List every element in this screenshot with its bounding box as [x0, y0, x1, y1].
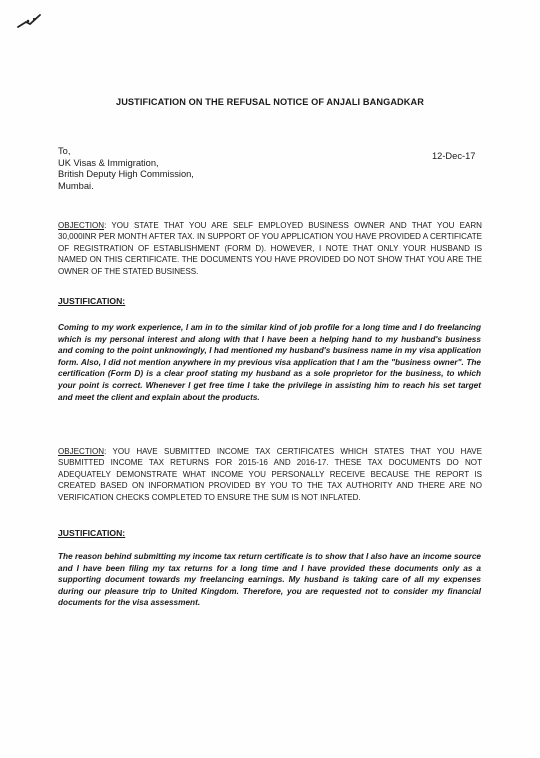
objection-text: : YOU STATE THAT YOU ARE SELF EMPLOYED BUSINESS OWNER AND THAT YOU EARN 30,000INR PER MONTH AFTER TAX. IN SUPPORT OF YOU APPLICATION YOU HAVE PROVIDED A CERTIFICATE OF REGISTRATION OF ESTABLISHMENT (FORM D). HOWEVER, I NOTE THAT ONLY YOUR HUSBAND IS NAMED ON THIS CERTIFICATE. THE DOCUMENTS YOU HAVE PROVIDED DO NOT SHOW THAT YOU ARE THE OWNER OF THE STATED BUSINESS. [58, 221, 482, 276]
objection-label: OBJECTION [58, 447, 105, 456]
justification-paragraph: The reason behind submitting my income tax return certificate is to show that I also have an income source and I have been filing my tax returns for a long time and I have provided these documents only as a supporting document towards my freelancing earnings. My husband is taking care of all my expenses during our pleasure trip to United Kingdom. Therefore, you are requested not to consider my financial documents for the visa assessment. [58, 552, 481, 608]
address-line: UK Visas & Immigration, [58, 157, 159, 168]
objection-text: : YOU HAVE SUBMITTED INCOME TAX CERTIFICATES WHICH STATES THAT YOU HAVE SUBMITTED INCOME TAX RETURNS FOR 2015-16 AND 2016-17. THESE TAX DOCUMENTS DO NOT ADEQUATELY DEMONSTRATE WHAT INCOME YOU PERSONALLY RECEIVE BECAUSE THE REPORT IS CREATED BASED ON INFORMATION PROVIDED BY YOU TO THE TAX AUTHORITY AND THERE ARE NO VERIFICATION CHECKS COMPLETED TO ENSURE THE SUM IS NOT INFLATED. [58, 447, 482, 502]
justification-heading: JUSTIFICATION: [58, 528, 126, 538]
address-line: To, [58, 146, 71, 156]
address-line: Mumbai. [58, 180, 94, 191]
document-title: JUSTIFICATION ON THE REFUSAL NOTICE OF ANJALI BANGADKAR [115, 97, 424, 107]
letter-date: 12-Dec-17 [432, 151, 476, 161]
objection-paragraph [58, 446, 482, 503]
recipient-address [58, 146, 194, 192]
objection-paragraph [58, 220, 482, 277]
handwritten-mark-icon [16, 10, 42, 30]
justification-heading: JUSTIFICATION: [58, 296, 126, 306]
justification-paragraph: Coming to my work experience, I am in to the similar kind of job profile for a long time and I do freelancing which is my personal interest and along with that I have been a helping hand to my husband's business and coming to the point unknowingly, I had mentioned my husband's business name in my visa application form. Also, I did not mention anywhere in my previous visa application that I am the "business owner". The certification (Form D) is a clear proof stating my husband as a sole proprietor for the business, to which your point is correct. Whenever I get free time I take the privilege in assisting him to reach his set target and meet the client and explain about the products. [58, 323, 481, 402]
objection-label: OBJECTION [58, 221, 105, 230]
address-line: British Deputy High Commission, [58, 169, 194, 179]
